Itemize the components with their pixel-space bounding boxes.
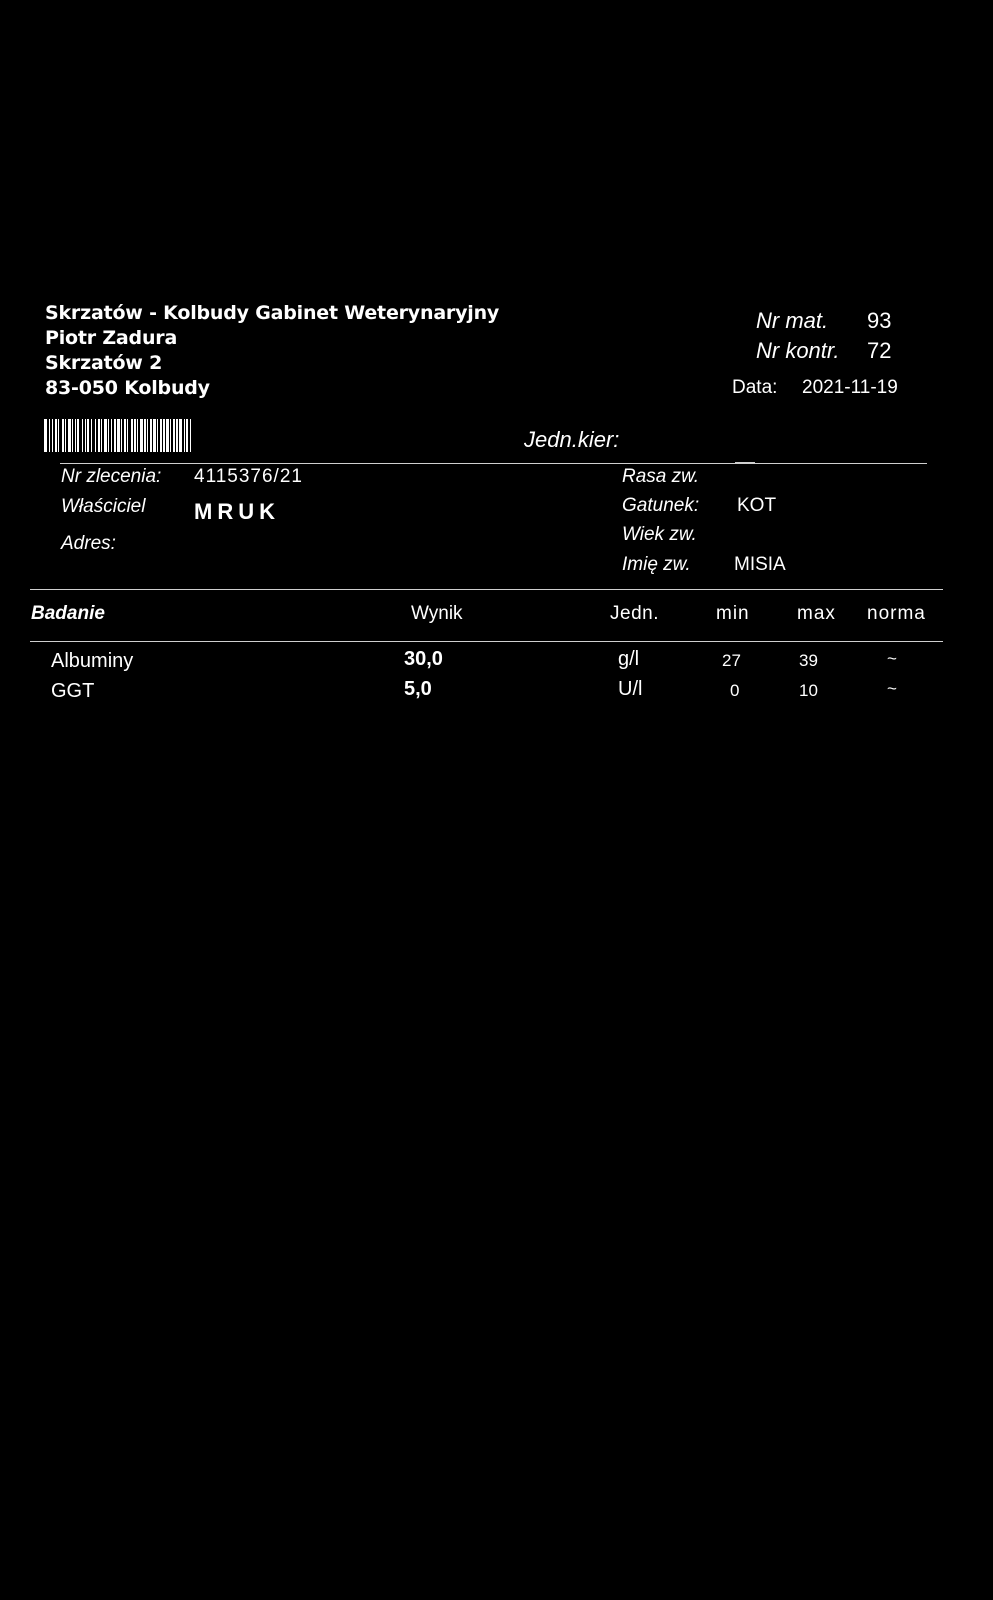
clinic-name: Skrzatów - Kolbudy Gabinet Weterynaryjny — [45, 302, 500, 324]
table-row — [0, 648, 993, 676]
nr-mat-label: Nr mat. — [756, 308, 829, 333]
table-top-divider — [30, 589, 943, 590]
clinic-person: Piotr Zadura — [45, 327, 178, 349]
species-value: KOT — [737, 495, 777, 516]
col-header-min: min — [716, 603, 750, 624]
animal-name-value: MISIA — [734, 554, 786, 575]
cell-jedn: U/l — [618, 678, 643, 700]
breed-label: Rasa zw. — [622, 466, 700, 487]
nr-mat-value: 93 — [867, 308, 892, 333]
header-divider — [60, 463, 927, 464]
col-header-jedn: Jedn. — [610, 603, 659, 624]
barcode — [44, 419, 194, 452]
cell-wynik: 5,0 — [404, 678, 432, 700]
table-header-divider — [30, 641, 943, 642]
cell-norma: ~ — [887, 649, 897, 668]
cell-badanie: GGT — [51, 680, 95, 702]
col-header-norma: norma — [867, 603, 926, 624]
cell-jedn: g/l — [618, 648, 640, 670]
date-value: 2021-11-19 — [802, 377, 898, 398]
cell-norma: ~ — [887, 679, 897, 698]
cell-badanie: Albuminy — [51, 650, 134, 672]
col-header-max: max — [797, 603, 836, 624]
cell-min: 0 — [730, 681, 740, 700]
owner-name: MRUK — [194, 499, 280, 524]
cell-max: 10 — [799, 681, 818, 700]
address-label: Adres: — [61, 533, 116, 554]
barcode-bar — [191, 419, 194, 452]
date-label: Data: — [732, 377, 778, 398]
order-number-value: 4115376/21 — [194, 466, 303, 487]
header-divider-mark — [735, 462, 755, 464]
col-header-badanie: Badanie — [31, 603, 105, 624]
owner-label: Właściciel — [61, 496, 146, 517]
table-row — [0, 678, 993, 706]
clinic-city: 83-050 Kolbudy — [45, 377, 210, 399]
cell-max: 39 — [799, 651, 818, 670]
clinic-street: Skrzatów 2 — [45, 352, 163, 374]
age-label: Wiek zw. — [622, 524, 697, 545]
nr-kontr-label: Nr kontr. — [756, 338, 840, 363]
cell-min: 27 — [722, 651, 741, 670]
nr-kontr-value: 72 — [867, 338, 892, 363]
order-number-label: Nr zlecenia: — [61, 466, 162, 487]
animal-name-label: Imię zw. — [622, 554, 691, 575]
species-label: Gatunek: — [622, 495, 700, 516]
cell-wynik: 30,0 — [404, 648, 443, 670]
jedn-kier-label: Jedn.kier: — [524, 427, 620, 452]
col-header-wynik: Wynik — [411, 603, 463, 624]
